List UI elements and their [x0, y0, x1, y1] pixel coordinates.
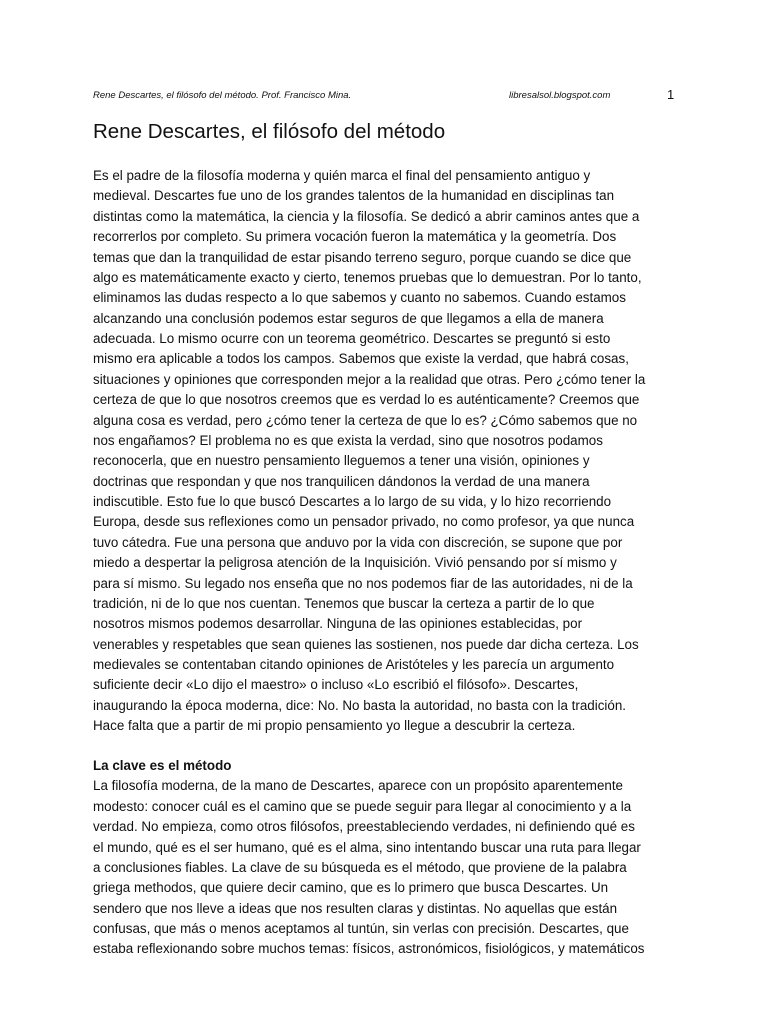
- text-line: el mundo, qué es el ser humano, qué es el alma, sino intentando buscar una ruta para llegar: [93, 839, 641, 855]
- text-line: medievales se contentaban citando opiniones de Aristóteles y les parecía un argumento: [93, 657, 615, 672]
- text-line: alguna cosa es verdad, pero ¿cómo tener la certeza de que lo es? ¿Cómo sabemos que no: [93, 412, 638, 428]
- page-number: 1: [667, 87, 675, 102]
- text-line: para sí mismo. Su legado nos enseña que no nos podemos fiar de las autoridades, ni de la: [93, 575, 633, 591]
- text-line: confusas, que más o menos aceptamos al tuntún, sin verlas con precisión. Descartes, que: [93, 921, 629, 936]
- text-line: certeza de que lo que nosotros creemos que es verdad lo es auténticamente? Creemos que: [93, 392, 640, 408]
- method-paragraph: [93, 776, 693, 959]
- text-line: Es el padre de la filosofía moderna y quién marca el final del pensamiento antiguo y: [93, 168, 591, 183]
- text-line: algo es matemáticamente exacto y cierto, tenemos pruebas que lo demuestran. Por lo tanto,: [93, 269, 642, 285]
- text-line: suficiente decir «Lo dijo el maestro» o incluso «Lo escribió el filósofo». Descartes,: [93, 677, 579, 693]
- text-line: recorrerlos por completo. Su primera vocación fueron la matemática y la geometría. Dos: [93, 229, 617, 245]
- text-line: reconocerla, que en nuestro pensamiento lleguemos a tener una visión, opiniones y: [93, 453, 590, 469]
- text-line: tuvo cátedra. Fue una persona que anduvo por la vida con discreción, se supone que por: [93, 534, 623, 550]
- text-line: Hace falta que a partir de mi propio pensamiento yo llegue a descubrir la certeza.: [93, 718, 576, 734]
- text-line: a conclusiones fiables. La clave de su búsqueda es el método, que proviene de la palabra: [93, 859, 627, 875]
- text-line: alcanzando una conclusión podemos estar seguros de que llegamos a ella de manera: [93, 310, 604, 326]
- section-heading: La clave es el método: [93, 758, 232, 773]
- text-line: Europa, desde sus reflexiones como un pensador privado, no como profesor, ya que nunca: [93, 514, 635, 530]
- text-line: venerables y respetables que sean quienes las sostienen, nos puede dar dicha certeza. Los: [93, 636, 639, 652]
- text-line: modesto: conocer cuál es el camino que se puede seguir para llegar al conocimiento y a la: [93, 798, 632, 814]
- text-line: nos engañamos? El problema no es que exista la verdad, sino que nosotros podamos: [93, 432, 603, 448]
- text-line: temas que dan la tranquilidad de estar pisando terreno seguro, porque cuando se dice que: [93, 249, 632, 265]
- running-header-site: libresalsol.blogspot.com: [509, 90, 611, 101]
- text-line: tradición, ni de lo que nos cuentan. Tenemos que buscar la certeza a partir de lo que: [93, 595, 595, 611]
- text-line: indiscutible. Esto fue lo que buscó Descartes a lo largo de su vida, y lo hizo recorriendo: [93, 494, 612, 509]
- intro-paragraph: [93, 166, 693, 737]
- document-title: Rene Descartes, el filósofo del método: [93, 120, 446, 143]
- text-line: eliminamos las dudas respecto a lo que sabemos y cuanto no sabemos. Cuando estamos: [93, 290, 626, 306]
- text-line: situaciones y opiniones que corresponden mejor a la realidad que otras. Pero ¿cómo tener la: [93, 371, 646, 387]
- text-line: miedo a despertar la peligrosa atención de la Inquisición. Vivió pensando por sí mismo y: [93, 555, 617, 571]
- text-line: sendero que nos lleve a ideas que nos resulten claras y distintas. No aquellas que están: [93, 900, 618, 916]
- running-header-title: Rene Descartes, el filósofo del método. Prof. Francisco Mina.: [93, 90, 352, 101]
- text-line: distintas como la matemática, la ciencia y la filosofía. Se dedicó a abrir caminos antes que a: [93, 208, 640, 224]
- text-line: La filosofía moderna, de la mano de Descartes, aparece con un propósito aparentemente: [93, 778, 624, 794]
- text-line: nosotros mismos podemos desarrollar. Ninguna de las opiniones establecidas, por: [93, 616, 583, 632]
- text-line: doctrinas que respondan y que nos tranquilicen dándonos la verdad de una manera: [93, 473, 590, 489]
- text-line: verdad. No empieza, como otros filósofos, preestableciendo verdades, ni definiendo qué es: [93, 819, 635, 835]
- text-line: inaugurando la época moderna, dice: No. No basta la autoridad, no basta con la tradición.: [93, 697, 626, 713]
- text-line: griega methodos, que quiere decir camino, que es lo primero que busca Descartes. Un: [93, 880, 609, 896]
- text-line: medieval. Descartes fue uno de los grandes talentos de la humanidad en disciplinas tan: [93, 188, 615, 204]
- text-line: mismo era aplicable a todos los campos. Sabemos que existe la verdad, que habrá cosas,: [93, 351, 629, 367]
- text-line: adecuada. Lo mismo ocurre con un teorema geométrico. Descartes se preguntó si esto: [93, 331, 611, 346]
- text-line: estaba reflexionando sobre muchos temas: físicos, astronómicos, fisiológicos, y matemáticos: [93, 941, 645, 957]
- method-section: [93, 756, 693, 960]
